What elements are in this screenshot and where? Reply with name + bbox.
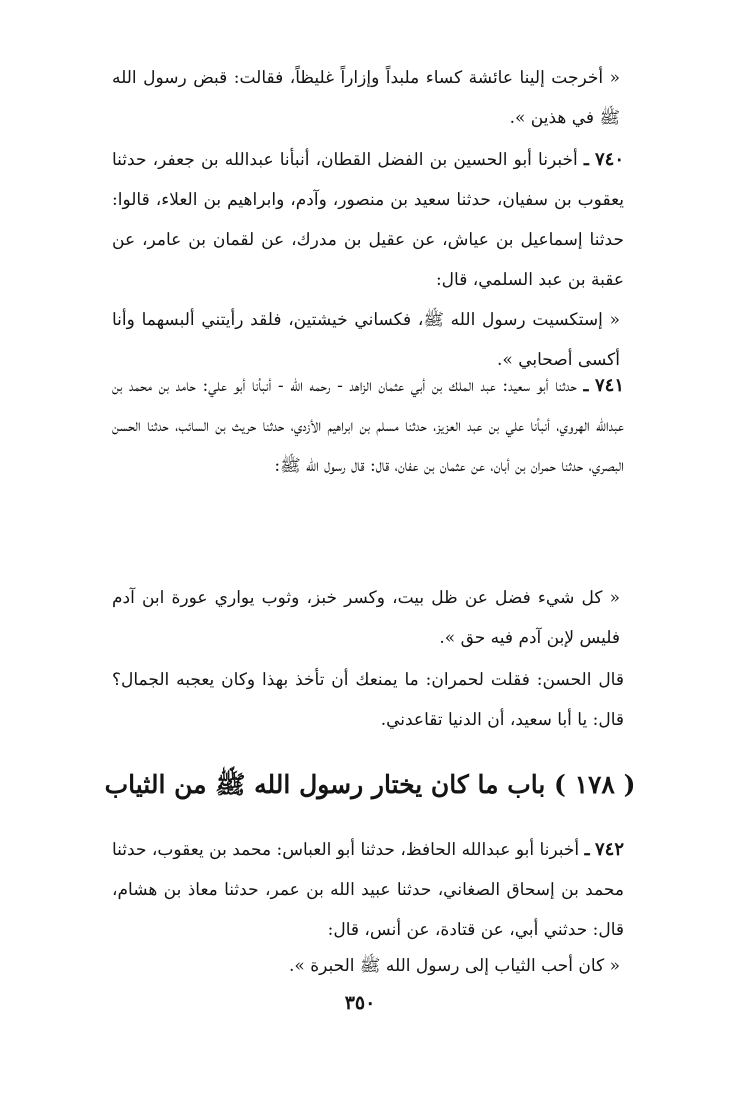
section-heading: ( ١٧٨ ) باب ما كان يختار رسول الله ﷺ من الثياب: [104, 770, 636, 799]
hadith-number: ٧٤١: [595, 375, 625, 396]
hadith-740: [112, 140, 624, 300]
hadith-741-quote: « كل شيء فضل عن ظل بيت، وكسر خبز، وثوب يواري عورة ابن آدم فليس لإبن آدم فيه حق ».: [112, 588, 620, 648]
hadith-dash: ـ: [584, 840, 590, 860]
page-number: ٣٥٠: [344, 992, 376, 1014]
hadith-chain: حدثنا أبو سعيد: عبد الملك بن أبي عثمان الزاهد - رحمه الله - أنبأنا أبو علي: حامد بن محمد بن عبدالله الهروي، أنبأنا علي بن عبد العزيز، حدثنا مسلم بن ابراهيم الأزدي، حدثنا حريث بن السائب، حدثنا الحسن البصري، حدثنا حمران بن أبان، عن عثمان بن عفان، قال: قال رسول الله ﷺ:: [112, 376, 624, 476]
hadith-739-quote: « أخرجت إلينا عائشة كساء ملبداً وإزاراً غليظاً، فقالت: قبض رسول الله ﷺ في هذين ».: [112, 68, 620, 128]
hadith-dash: ـ: [583, 150, 589, 170]
hadith-741-commentary: قال الحسن: فقلت لحمران: ما يمنعك أن تأخذ بهذا وكان يعجبه الجمال؟ قال: يا أبا سعيد، أن الدنيا تقاعدني.: [112, 670, 624, 730]
hadith-740-quote: « إستكسيت رسول الله ﷺ، فكساني خيشتين، فلقد رأيتني ألبسهما وأنا أكسى أصحابي ».: [112, 310, 620, 370]
hadith-dash: ـ: [583, 376, 589, 396]
hadith-chain: أخبرنا أبو عبدالله الحافظ، حدثنا أبو العباس: محمد بن يعقوب، حدثنا محمد بن إسحاق الصغاني، حدثنا عبيد الله بن عمر، حدثنا معاذ بن هشام، قال: حدثني أبي، عن قتادة، عن أنس، قال:: [112, 840, 624, 940]
hadith-chain: أخبرنا أبو الحسين بن الفضل القطان، أنبأنا عبدالله بن جعفر، حدثنا يعقوب بن سفيان، حدثنا سعيد بن منصور، وآدم، وابراهيم بن العلاء، قالوا: حدثنا إسماعيل بن عياش، عن عقيل بن مدرك، عن لقمان بن عامر، عن عقبة بن عبد السلمي، قال:: [112, 150, 624, 290]
hadith-742-quote: « كان أحب الثياب إلى رسول الله ﷺ الحبرة ».: [288, 956, 620, 976]
hadith-number: ٧٤٠: [595, 149, 625, 170]
hadith-741: [112, 366, 624, 486]
hadith-742: [112, 830, 624, 950]
hadith-number: ٧٤٢: [595, 839, 625, 860]
